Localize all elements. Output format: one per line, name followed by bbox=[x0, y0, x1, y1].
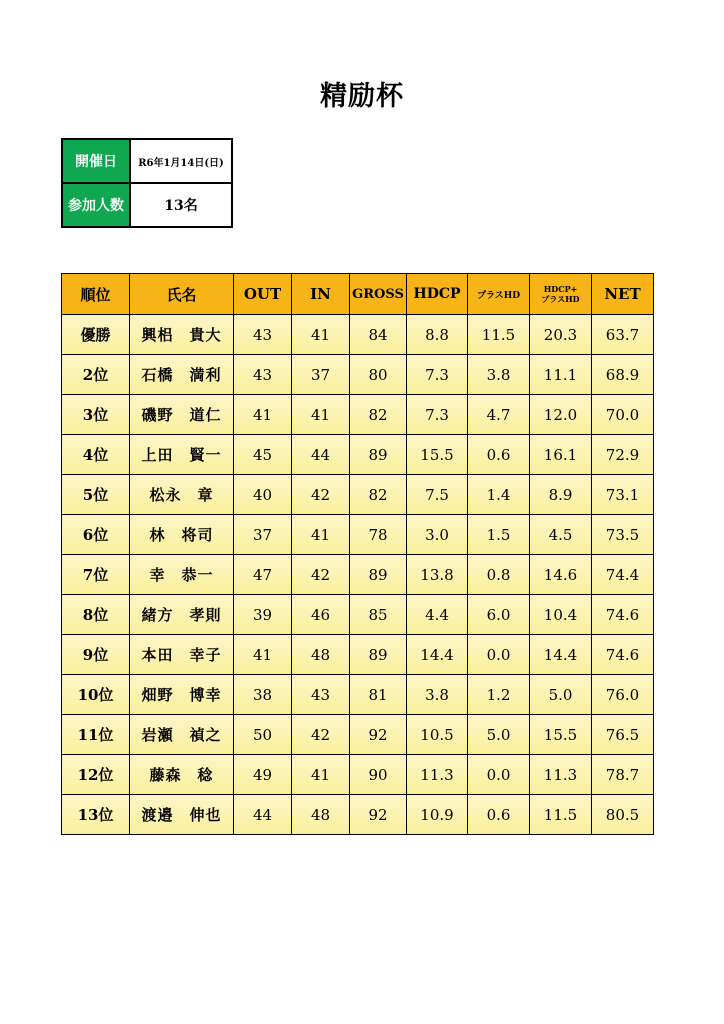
participant-count-row bbox=[62, 183, 232, 227]
net-score-cell: 68.9 bbox=[592, 355, 654, 395]
net-score-cell: 74.6 bbox=[592, 595, 654, 635]
in-score-cell: 41 bbox=[292, 755, 350, 795]
table-row bbox=[62, 555, 654, 595]
player-name-cell: 本田 幸子 bbox=[130, 635, 234, 675]
gross-score-cell: 89 bbox=[350, 635, 407, 675]
hdcp-cell: 3.8 bbox=[407, 675, 468, 715]
in-score-cell: 42 bbox=[292, 555, 350, 595]
player-name-cell: 石橋 満利 bbox=[130, 355, 234, 395]
player-name-cell: 上田 賢一 bbox=[130, 435, 234, 475]
event-info-table bbox=[61, 138, 233, 228]
hdcp-plus-hd-cell: 20.3 bbox=[530, 315, 592, 355]
hdcp-plus-hd-cell: 4.5 bbox=[530, 515, 592, 555]
out-score-cell: 40 bbox=[234, 475, 292, 515]
header-hdcp-plus-line1: HDCP+ bbox=[543, 284, 578, 294]
participant-count-label: 参加人数 bbox=[62, 183, 130, 227]
rank-cell: 9位 bbox=[62, 635, 130, 675]
player-name-cell: 緒方 孝則 bbox=[130, 595, 234, 635]
header-rank: 順位 bbox=[62, 274, 130, 315]
event-date-value: R6年1月14日(日) bbox=[130, 139, 232, 183]
gross-score-cell: 82 bbox=[350, 475, 407, 515]
in-score-cell: 37 bbox=[292, 355, 350, 395]
in-score-cell: 48 bbox=[292, 795, 350, 835]
out-score-cell: 39 bbox=[234, 595, 292, 635]
net-score-cell: 76.5 bbox=[592, 715, 654, 755]
net-score-cell: 73.1 bbox=[592, 475, 654, 515]
out-score-cell: 45 bbox=[234, 435, 292, 475]
gross-score-cell: 89 bbox=[350, 555, 407, 595]
net-score-cell: 80.5 bbox=[592, 795, 654, 835]
out-score-cell: 43 bbox=[234, 315, 292, 355]
net-score-cell: 72.9 bbox=[592, 435, 654, 475]
player-name-cell: 幸 恭一 bbox=[130, 555, 234, 595]
rank-cell: 12位 bbox=[62, 755, 130, 795]
hdcp-cell: 13.8 bbox=[407, 555, 468, 595]
rank-cell: 5位 bbox=[62, 475, 130, 515]
hdcp-cell: 14.4 bbox=[407, 635, 468, 675]
out-score-cell: 38 bbox=[234, 675, 292, 715]
net-score-cell: 74.6 bbox=[592, 635, 654, 675]
table-row bbox=[62, 715, 654, 755]
player-name-cell: 渡邉 伸也 bbox=[130, 795, 234, 835]
out-score-cell: 44 bbox=[234, 795, 292, 835]
hdcp-plus-hd-cell: 10.4 bbox=[530, 595, 592, 635]
table-row bbox=[62, 435, 654, 475]
gross-score-cell: 81 bbox=[350, 675, 407, 715]
net-score-cell: 73.5 bbox=[592, 515, 654, 555]
rank-cell: 8位 bbox=[62, 595, 130, 635]
in-score-cell: 42 bbox=[292, 475, 350, 515]
rank-cell: 13位 bbox=[62, 795, 130, 835]
hdcp-cell: 7.3 bbox=[407, 395, 468, 435]
hdcp-plus-hd-cell: 11.3 bbox=[530, 755, 592, 795]
hdcp-plus-hd-cell: 16.1 bbox=[530, 435, 592, 475]
rank-cell: 11位 bbox=[62, 715, 130, 755]
hdcp-plus-hd-cell: 12.0 bbox=[530, 395, 592, 435]
gross-score-cell: 85 bbox=[350, 595, 407, 635]
rank-cell: 優勝 bbox=[62, 315, 130, 355]
header-out: OUT bbox=[234, 274, 292, 315]
plus-hd-cell: 6.0 bbox=[468, 595, 530, 635]
participant-count-value: 13名 bbox=[130, 183, 232, 227]
table-row bbox=[62, 675, 654, 715]
plus-hd-cell: 0.6 bbox=[468, 795, 530, 835]
in-score-cell: 41 bbox=[292, 315, 350, 355]
results-header-row bbox=[62, 274, 654, 315]
plus-hd-cell: 1.5 bbox=[468, 515, 530, 555]
plus-hd-cell: 1.4 bbox=[468, 475, 530, 515]
in-score-cell: 46 bbox=[292, 595, 350, 635]
table-row bbox=[62, 755, 654, 795]
hdcp-cell: 8.8 bbox=[407, 315, 468, 355]
net-score-cell: 74.4 bbox=[592, 555, 654, 595]
in-score-cell: 44 bbox=[292, 435, 350, 475]
header-net: NET bbox=[592, 274, 654, 315]
player-name-cell: 興梠 貴大 bbox=[130, 315, 234, 355]
out-score-cell: 47 bbox=[234, 555, 292, 595]
in-score-cell: 42 bbox=[292, 715, 350, 755]
hdcp-cell: 11.3 bbox=[407, 755, 468, 795]
out-score-cell: 37 bbox=[234, 515, 292, 555]
header-in: IN bbox=[292, 274, 350, 315]
header-hdcp-plus-hd bbox=[530, 274, 592, 315]
gross-score-cell: 92 bbox=[350, 715, 407, 755]
gross-score-cell: 90 bbox=[350, 755, 407, 795]
hdcp-cell: 7.5 bbox=[407, 475, 468, 515]
hdcp-plus-hd-cell: 14.6 bbox=[530, 555, 592, 595]
player-name-cell: 畑野 博幸 bbox=[130, 675, 234, 715]
player-name-cell: 松永 章 bbox=[130, 475, 234, 515]
hdcp-plus-hd-cell: 5.0 bbox=[530, 675, 592, 715]
player-name-cell: 岩瀬 禎之 bbox=[130, 715, 234, 755]
player-name-cell: 藤森 稔 bbox=[130, 755, 234, 795]
hdcp-cell: 10.9 bbox=[407, 795, 468, 835]
rank-cell: 4位 bbox=[62, 435, 130, 475]
table-row bbox=[62, 315, 654, 355]
player-name-cell: 磯野 道仁 bbox=[130, 395, 234, 435]
in-score-cell: 43 bbox=[292, 675, 350, 715]
hdcp-cell: 10.5 bbox=[407, 715, 468, 755]
out-score-cell: 41 bbox=[234, 395, 292, 435]
results-body bbox=[62, 315, 654, 835]
gross-score-cell: 84 bbox=[350, 315, 407, 355]
table-row bbox=[62, 475, 654, 515]
plus-hd-cell: 5.0 bbox=[468, 715, 530, 755]
table-row bbox=[62, 355, 654, 395]
gross-score-cell: 89 bbox=[350, 435, 407, 475]
table-row bbox=[62, 395, 654, 435]
out-score-cell: 49 bbox=[234, 755, 292, 795]
gross-score-cell: 92 bbox=[350, 795, 407, 835]
in-score-cell: 41 bbox=[292, 515, 350, 555]
event-date-row bbox=[62, 139, 232, 183]
rank-cell: 6位 bbox=[62, 515, 130, 555]
out-score-cell: 50 bbox=[234, 715, 292, 755]
header-hdcp: HDCP bbox=[407, 274, 468, 315]
header-gross: GROSS bbox=[350, 274, 407, 315]
plus-hd-cell: 11.5 bbox=[468, 315, 530, 355]
hdcp-plus-hd-cell: 15.5 bbox=[530, 715, 592, 755]
header-name: 氏名 bbox=[130, 274, 234, 315]
plus-hd-cell: 4.7 bbox=[468, 395, 530, 435]
table-row bbox=[62, 795, 654, 835]
event-date-label: 開催日 bbox=[62, 139, 130, 183]
page-title: 精励杯 bbox=[320, 81, 404, 112]
header-plus-hd: プラスHD bbox=[468, 274, 530, 315]
plus-hd-cell: 0.6 bbox=[468, 435, 530, 475]
hdcp-plus-hd-cell: 14.4 bbox=[530, 635, 592, 675]
header-hdcp-plus-line2: プラスHD bbox=[541, 294, 580, 304]
rank-cell: 7位 bbox=[62, 555, 130, 595]
plus-hd-cell: 3.8 bbox=[468, 355, 530, 395]
out-score-cell: 43 bbox=[234, 355, 292, 395]
gross-score-cell: 78 bbox=[350, 515, 407, 555]
out-score-cell: 41 bbox=[234, 635, 292, 675]
hdcp-cell: 7.3 bbox=[407, 355, 468, 395]
hdcp-cell: 15.5 bbox=[407, 435, 468, 475]
plus-hd-cell: 1.2 bbox=[468, 675, 530, 715]
table-row bbox=[62, 595, 654, 635]
player-name-cell: 林 将司 bbox=[130, 515, 234, 555]
hdcp-plus-hd-cell: 11.5 bbox=[530, 795, 592, 835]
hdcp-plus-hd-cell: 11.1 bbox=[530, 355, 592, 395]
hdcp-plus-hd-cell: 8.9 bbox=[530, 475, 592, 515]
plus-hd-cell: 0.0 bbox=[468, 755, 530, 795]
net-score-cell: 76.0 bbox=[592, 675, 654, 715]
in-score-cell: 41 bbox=[292, 395, 350, 435]
rank-cell: 3位 bbox=[62, 395, 130, 435]
gross-score-cell: 82 bbox=[350, 395, 407, 435]
table-row bbox=[62, 635, 654, 675]
hdcp-cell: 3.0 bbox=[407, 515, 468, 555]
in-score-cell: 48 bbox=[292, 635, 350, 675]
rank-cell: 10位 bbox=[62, 675, 130, 715]
rank-cell: 2位 bbox=[62, 355, 130, 395]
hdcp-cell: 4.4 bbox=[407, 595, 468, 635]
net-score-cell: 70.0 bbox=[592, 395, 654, 435]
results-table bbox=[61, 273, 654, 835]
gross-score-cell: 80 bbox=[350, 355, 407, 395]
plus-hd-cell: 0.8 bbox=[468, 555, 530, 595]
plus-hd-cell: 0.0 bbox=[468, 635, 530, 675]
net-score-cell: 78.7 bbox=[592, 755, 654, 795]
table-row bbox=[62, 515, 654, 555]
net-score-cell: 63.7 bbox=[592, 315, 654, 355]
